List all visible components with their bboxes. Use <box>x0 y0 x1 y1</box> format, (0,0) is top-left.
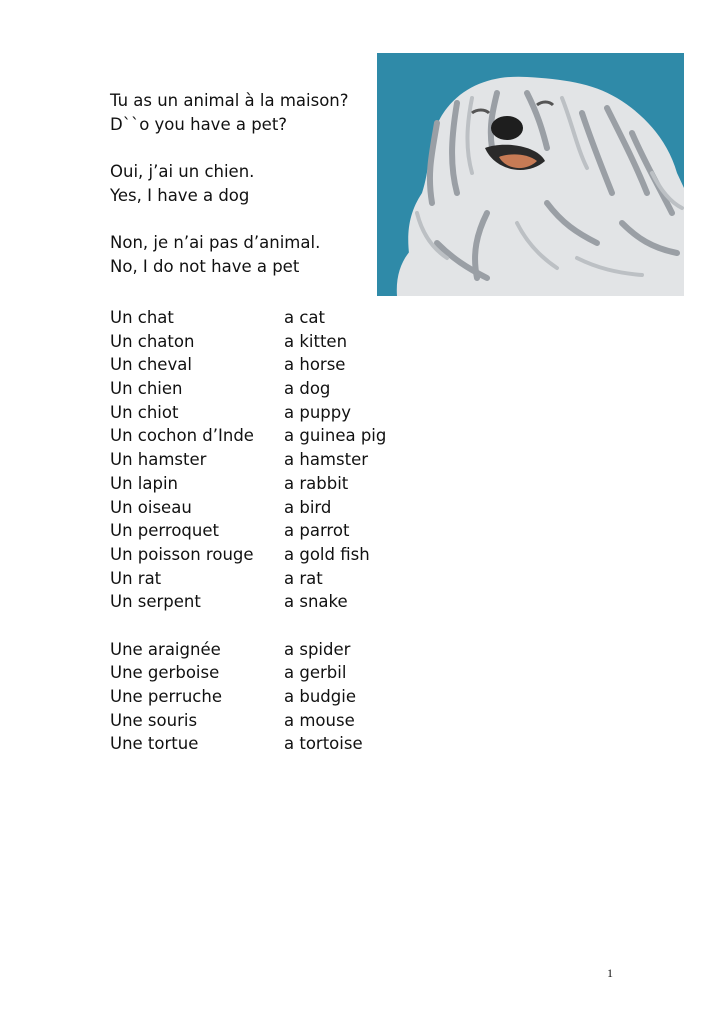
dog-icon <box>377 53 684 296</box>
french-word: Une araignée <box>110 640 221 659</box>
french-word: Un lapin <box>110 474 178 493</box>
french-word: Un poisson rouge <box>110 545 254 564</box>
vocab-row <box>110 733 410 755</box>
english-word: a bird <box>284 498 332 517</box>
french-word: Un oiseau <box>110 498 192 517</box>
vocab-row <box>110 662 410 684</box>
english-word: a mouse <box>284 711 355 730</box>
question-french: Tu as un animal à la maison? <box>110 91 349 110</box>
english-word: a budgie <box>284 687 356 706</box>
vocab-row <box>110 639 410 661</box>
yes-answer-french: Oui, j’ai un chien. <box>110 162 255 181</box>
french-word: Un chaton <box>110 332 195 351</box>
english-word: a gold fish <box>284 545 370 564</box>
english-word: a dog <box>284 379 331 398</box>
sheepdog-illustration <box>377 53 684 296</box>
english-word: a spider <box>284 640 351 659</box>
french-word: Une perruche <box>110 687 222 706</box>
french-word: Un rat <box>110 569 162 588</box>
french-word: Un chat <box>110 308 174 327</box>
french-word: Une souris <box>110 711 198 730</box>
french-word: Un cochon d’Inde <box>110 426 254 445</box>
no-answer-french: Non, je n’ai pas d’animal. <box>110 233 321 252</box>
no-answer-english: No, I do not have a pet <box>110 257 300 276</box>
english-word: a gerbil <box>284 663 347 682</box>
french-word: Un cheval <box>110 355 192 374</box>
vocab-row <box>110 307 410 329</box>
vocab-row <box>110 402 410 424</box>
page-number: 1 <box>607 966 613 980</box>
english-word: a snake <box>284 592 348 611</box>
vocab-row <box>110 425 410 447</box>
english-word: a rat <box>284 569 323 588</box>
vocab-row <box>110 686 410 708</box>
english-word: a puppy <box>284 403 351 422</box>
english-word: a guinea pig <box>284 426 387 445</box>
vocab-row <box>110 331 410 353</box>
english-word: a hamster <box>284 450 368 469</box>
english-word: a parrot <box>284 521 350 540</box>
vocab-row <box>110 710 410 732</box>
french-word: Un chiot <box>110 403 179 422</box>
french-word: Un hamster <box>110 450 207 469</box>
yes-answer-english: Yes, I have a dog <box>110 186 250 205</box>
vocab-row <box>110 497 410 519</box>
vocab-row <box>110 568 410 590</box>
vocab-row <box>110 520 410 542</box>
english-word: a rabbit <box>284 474 349 493</box>
english-word: a kitten <box>284 332 348 351</box>
english-word: a horse <box>284 355 346 374</box>
french-word: Un serpent <box>110 592 201 611</box>
vocab-row <box>110 378 410 400</box>
french-word: Un chien <box>110 379 183 398</box>
vocab-row <box>110 354 410 376</box>
english-word: a cat <box>284 308 326 327</box>
french-word: Une gerboise <box>110 663 220 682</box>
vocab-row <box>110 544 410 566</box>
question-english: D``o you have a pet? <box>110 115 288 134</box>
vocab-row <box>110 591 410 613</box>
french-word: Une tortue <box>110 734 199 753</box>
english-word: a tortoise <box>284 734 363 753</box>
vocab-row <box>110 473 410 495</box>
french-word: Un perroquet <box>110 521 219 540</box>
vocab-row <box>110 449 410 471</box>
